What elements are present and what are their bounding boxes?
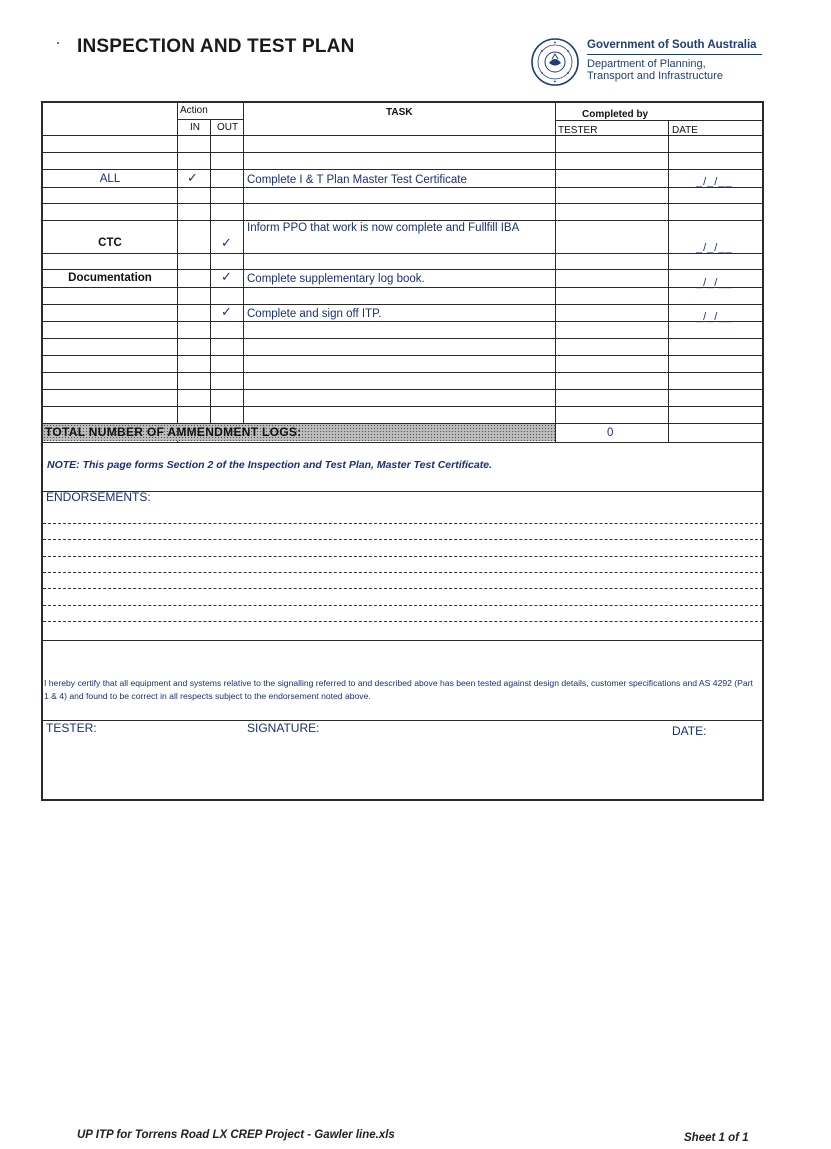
date-label: DATE: [672, 724, 707, 738]
row-category-ctc: CTC [98, 237, 122, 249]
task-sign-off-itp: Complete and sign off ITP. [247, 308, 382, 320]
total-amendment-logs-value: 0 [607, 427, 614, 439]
row-line [43, 287, 763, 288]
government-seal-icon [530, 37, 580, 87]
tick-out-signoff: ✓ [221, 304, 232, 319]
section-note: NOTE: This page forms Section 2 of the Inspection and Test Plan, Master Test Certificate. [47, 459, 492, 471]
date-field-documentation: _/_/__ [696, 277, 733, 289]
page-title: INSPECTION AND TEST PLAN [77, 36, 355, 57]
row-line [43, 355, 763, 356]
total-amendment-logs-label: TOTAL NUMBER OF AMMENDMENT LOGS: [45, 425, 302, 439]
task-log-book: Complete supplementary log book. [247, 273, 425, 285]
header-date: DATE [672, 125, 698, 136]
endorsement-line [43, 572, 763, 573]
row-line [43, 253, 763, 254]
endorsement-line [43, 523, 763, 524]
header-completed-by: Completed by [582, 109, 649, 120]
tick-out-documentation: ✓ [221, 269, 232, 284]
col-divider-task [555, 103, 556, 442]
row-category-documentation: Documentation [68, 272, 152, 284]
row-line [43, 203, 763, 204]
task-master-certificate: Complete I & T Plan Master Test Certificate [247, 174, 467, 186]
signature-label: SIGNATURE: [247, 721, 320, 735]
row-line [43, 406, 763, 407]
certification-bottom-line [43, 720, 763, 721]
footer-filename: UP ITP for Torrens Road LX CREP Project - Gawler line.xls [77, 1129, 395, 1141]
department-logo-text [587, 39, 762, 82]
header-subline-completed [555, 120, 763, 121]
header-subline-action [177, 119, 243, 120]
scan-speck [57, 42, 59, 44]
date-field-all: _/_/__ [696, 176, 733, 188]
tester-label: TESTER: [46, 721, 97, 735]
certification-statement: I hereby certify that all equipment and systems relative to the signalling referred to and described above has been tested against design details, customer specifications and AS 4292 (Part 1 & 4) and found to be correct in all respects subject to the endorsement noted above. [44, 678, 753, 701]
row-line [43, 372, 763, 373]
endorsement-line [43, 539, 763, 540]
department-name-1: Department of Planning, [587, 58, 706, 70]
row-line [43, 152, 763, 153]
footer-sheet-number: Sheet 1 of 1 [684, 1132, 749, 1144]
tick-in-all: ✓ [187, 170, 198, 185]
endorsement-line [43, 605, 763, 606]
tick-out-ctc: ✓ [221, 235, 232, 250]
header-task: TASK [386, 107, 413, 118]
row-line [43, 304, 763, 305]
total-bottom-line [43, 442, 763, 443]
col-divider-in [210, 120, 211, 423]
endorsement-line [43, 621, 763, 622]
row-line [43, 169, 763, 170]
row-line [43, 135, 763, 136]
row-line [43, 269, 763, 270]
endorsement-bottom-line [43, 640, 763, 641]
header-tester: TESTER [558, 125, 598, 136]
gov-name: Government of South Australia [587, 39, 762, 55]
row-category-all: ALL [99, 173, 121, 185]
endorsements-label: ENDORSEMENTS: [46, 490, 151, 504]
row-line [43, 338, 763, 339]
note-bottom-line [43, 491, 763, 492]
header-out: OUT [217, 122, 239, 133]
col-divider-out [243, 103, 244, 423]
row-line [43, 389, 763, 390]
header-action: Action [180, 105, 208, 116]
endorsement-line [43, 556, 763, 557]
endorsement-line [43, 588, 763, 589]
department-name-2: Transport and Infrastructure [587, 70, 723, 82]
task-inform-ppo: Inform PPO that work is now complete and Fullfill IBA [247, 222, 520, 234]
date-field-ctc: _/_/__ [696, 242, 733, 254]
date-field-signoff: _/_/__ [696, 311, 733, 323]
header-in: IN [190, 122, 200, 133]
